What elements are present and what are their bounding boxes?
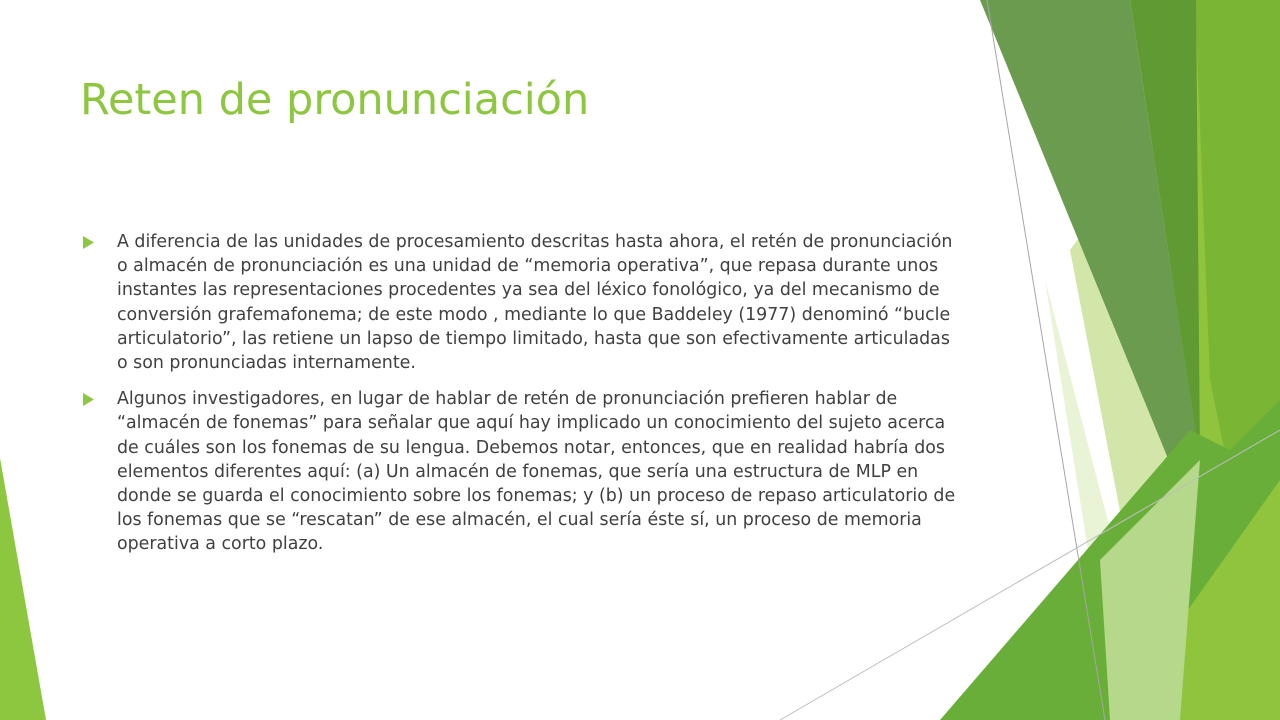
bullet-text: Algunos investigadores, en lugar de hablar de retén de pronunciación prefieren hablar de “almacén de fonemas” para señalar que aquí hay implicado un conocimiento del sujeto acerca de cuáles son los fonemas de su lengua. Debemos notar, entonces, que en realidad habría dos elementos diferentes aquí: (a) Un almacén de fonemas, que sería una estructura de MLP en donde se guarda el conocimiento sobre los fonemas; y (b) un proceso de repaso articulatorio de los fonemas que se “rescatan” de ese almacén, el cual sería éste sí, un proceso de memoria operativa a corto plazo.: [117, 389, 956, 555]
triangle-bullet-icon: [83, 236, 94, 249]
bullet-item: [80, 230, 960, 375]
bullet-item: [80, 387, 960, 556]
bullet-list: [80, 230, 960, 569]
slide-title: Reten de pronunciación: [80, 75, 590, 125]
left-green-wedge: [0, 458, 46, 720]
triangle-bullet-icon: [83, 393, 94, 406]
bullet-text: A diferencia de las unidades de procesamiento descritas hasta ahora, el retén de pronunciación o almacén de pronunciación es una unidad de “memoria operativa”, que repasa durante unos instantes las representaciones procedentes ya sea del léxico fonológico, ya del mecanismo de conversión grafemafonema; de este modo , mediante lo que Baddeley (1977) denominó “bucle articulatorio”, las retiene un lapso de tiempo limitado, hasta que son efectivamente articuladas o son pronunciadas internamente.: [117, 232, 953, 374]
